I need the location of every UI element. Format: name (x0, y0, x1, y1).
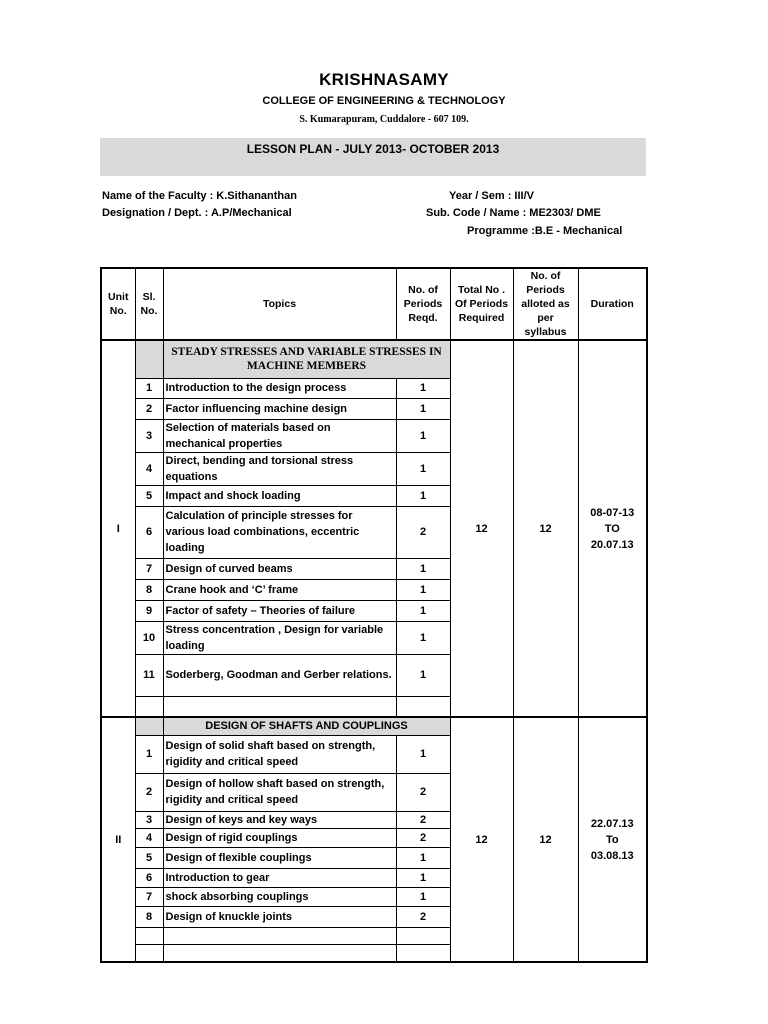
topic-name: Introduction to gear (163, 868, 396, 887)
unit-duration (578, 717, 647, 962)
topic-name: Design of keys and key ways (163, 811, 396, 828)
college-subtitle: COLLEGE OF ENGINEERING & TECHNOLOGY (262, 95, 506, 107)
topic-name: Design of solid shaft based on strength, rigidity and critical speed (163, 735, 396, 773)
sl-blank-cell (135, 717, 163, 735)
unit-alloted-periods: 12 (513, 340, 578, 717)
topic-sl-no: 7 (135, 558, 163, 579)
duration-from: 22.07.13 (590, 817, 634, 830)
topic-sl-no: 6 (135, 506, 163, 558)
topic-name: Stress concentration , Design for variable loading (163, 621, 396, 654)
col-alloted: No. of Periods alloted as per syllabus (513, 268, 578, 340)
col-total: Total No . Of Periods Required (450, 268, 513, 340)
unit-number: I (101, 340, 135, 717)
topic-sl-no: 3 (135, 811, 163, 828)
topic-name: Soderberg, Goodman and Gerber relations. (163, 654, 396, 696)
blank-cell (135, 696, 163, 717)
topic-name: Design of rigid couplings (163, 828, 396, 847)
topic-periods: 2 (396, 906, 450, 927)
blank-cell (163, 927, 396, 944)
col-duration: Duration (578, 268, 647, 340)
topic-sl-no: 1 (135, 378, 163, 398)
unit-alloted-periods: 12 (513, 717, 578, 962)
college-name: KRISHNASAMY (319, 70, 449, 89)
unit-section-title: DESIGN OF SHAFTS AND COUPLINGS (163, 717, 450, 735)
duration-from: 08-07-13 (590, 506, 635, 519)
duration-to: 20.07.13 (590, 538, 634, 551)
topic-sl-no: 2 (135, 398, 163, 419)
plan-title-band (100, 138, 646, 176)
blank-cell (163, 696, 396, 717)
topic-sl-no: 5 (135, 485, 163, 506)
topic-sl-no: 3 (135, 419, 163, 452)
faculty-designation: Designation / Dept. : A.P/Mechanical (102, 207, 292, 219)
topic-sl-no: 9 (135, 600, 163, 621)
topic-name: Factor influencing machine design (163, 398, 396, 419)
topic-name: Design of flexible couplings (163, 847, 396, 868)
topic-name: Introduction to the design process (163, 378, 396, 398)
topic-periods: 1 (396, 452, 450, 485)
unit-total-periods: 12 (450, 340, 513, 717)
lesson-plan-table (100, 267, 648, 963)
blank-cell (396, 696, 450, 717)
topic-sl-no: 4 (135, 828, 163, 847)
topic-sl-no: 4 (135, 452, 163, 485)
topic-periods: 1 (396, 654, 450, 696)
unit-duration (578, 340, 647, 717)
topic-periods: 1 (396, 735, 450, 773)
topic-periods: 2 (396, 828, 450, 847)
programme: Programme :B.E - Mechanical (467, 225, 623, 237)
topic-sl-no: 2 (135, 773, 163, 811)
topic-periods: 2 (396, 811, 450, 828)
topic-name: Direct, bending and torsional stress equations (163, 452, 396, 485)
topic-name: Design of curved beams (163, 558, 396, 579)
topic-periods: 1 (396, 419, 450, 452)
topic-name: shock absorbing couplings (163, 887, 396, 906)
unit-number: II (101, 717, 135, 962)
col-topics: Topics (163, 268, 396, 340)
table-header-row (101, 268, 647, 340)
topic-periods: 2 (396, 506, 450, 558)
topic-periods: 1 (396, 600, 450, 621)
unit-total-periods: 12 (450, 717, 513, 962)
blank-cell (135, 927, 163, 944)
topic-name: Design of hollow shaft based on strength, rigidity and critical speed (163, 773, 396, 811)
blank-cell (396, 944, 450, 962)
topic-periods: 1 (396, 485, 450, 506)
topic-sl-no: 10 (135, 621, 163, 654)
topic-sl-no: 8 (135, 579, 163, 600)
topic-sl-no: 1 (135, 735, 163, 773)
topic-periods: 2 (396, 773, 450, 811)
topic-periods: 1 (396, 621, 450, 654)
unit-section-row (101, 717, 647, 735)
topic-periods: 1 (396, 558, 450, 579)
topic-name: Factor of safety – Theories of failure (163, 600, 396, 621)
topic-sl-no: 6 (135, 868, 163, 887)
col-unit: Unit No. (101, 268, 135, 340)
col-periods: No. of Periods Reqd. (396, 268, 450, 340)
blank-cell (135, 944, 163, 962)
duration-to: 03.08.13 (590, 849, 634, 862)
topic-name: Impact and shock loading (163, 485, 396, 506)
college-address: S. Kumarapuram, Cuddalore - 607 109. (299, 114, 469, 125)
topic-periods: 1 (396, 378, 450, 398)
subject-code: Sub. Code / Name : ME2303/ DME (426, 207, 601, 219)
topic-periods: 1 (396, 579, 450, 600)
topic-periods: 1 (396, 887, 450, 906)
duration-mid: To (605, 833, 619, 846)
plan-title: LESSON PLAN - JULY 2013- OCTOBER 2013 (246, 142, 500, 156)
blank-cell (163, 944, 396, 962)
sl-blank-cell (135, 340, 163, 378)
topic-sl-no: 7 (135, 887, 163, 906)
topic-sl-no: 8 (135, 906, 163, 927)
topic-name: Selection of materials based on mechanical properties (163, 419, 396, 452)
topic-periods: 1 (396, 847, 450, 868)
year-sem: Year / Sem : III/V (449, 190, 534, 202)
topic-periods: 1 (396, 868, 450, 887)
col-sl: Sl. No. (135, 268, 163, 340)
topic-sl-no: 11 (135, 654, 163, 696)
topic-periods: 1 (396, 398, 450, 419)
topic-name: Crane hook and ‘C’ frame (163, 579, 396, 600)
topic-name: Design of knuckle joints (163, 906, 396, 927)
blank-cell (396, 927, 450, 944)
unit-section-title: STEADY STRESSES AND VARIABLE STRESSES IN MACHINE MEMBERS (163, 340, 450, 378)
faculty-name: Name of the Faculty : K.Sithananthan (102, 190, 297, 202)
topic-name: Calculation of principle stresses for various load combinations, eccentric loading (163, 506, 396, 558)
duration-mid: TO (604, 522, 620, 535)
topic-sl-no: 5 (135, 847, 163, 868)
unit-section-row (101, 340, 647, 378)
